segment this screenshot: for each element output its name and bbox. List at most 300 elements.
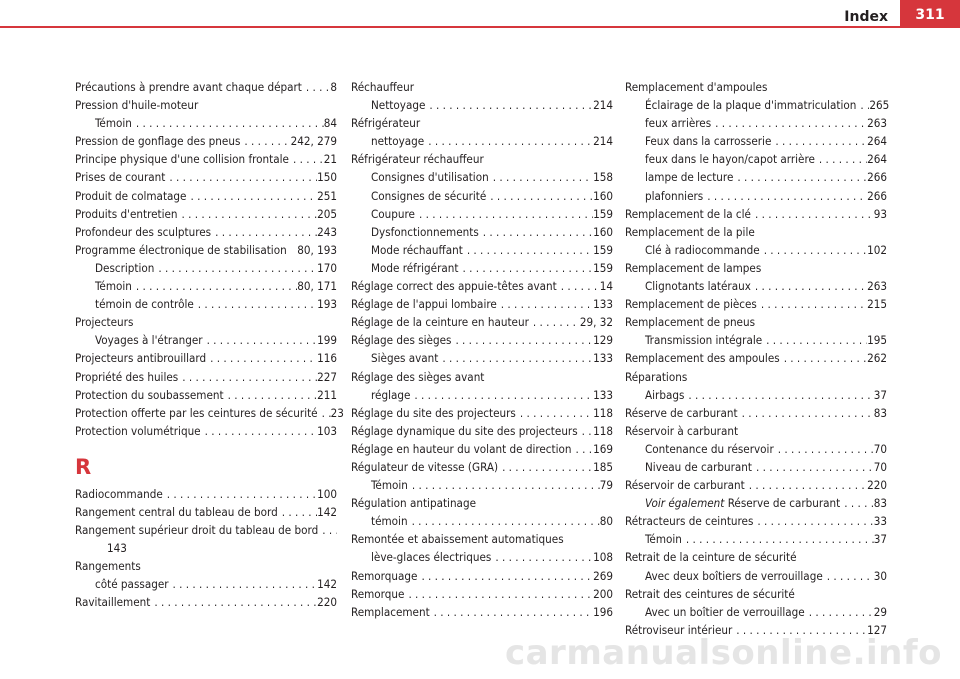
leader-dots — [318, 521, 337, 539]
page-reference: 108 — [593, 550, 613, 565]
leader-dots — [132, 277, 297, 295]
entry-term: Ravitaillement — [75, 595, 151, 610]
leader-dots — [557, 277, 600, 295]
leader-dots — [578, 422, 593, 440]
page-reference: 169 — [593, 441, 613, 456]
entry-term: Contenance du réservoir — [645, 441, 774, 456]
index-entry — [351, 458, 613, 476]
entry-term: Protection volumétrique — [75, 423, 201, 438]
page-reference: 195 — [867, 333, 887, 348]
index-entry — [625, 548, 887, 566]
page-reference: 243 — [317, 224, 337, 239]
page-reference: 118 — [593, 405, 613, 420]
entry-term: Témoin — [645, 532, 682, 547]
leader-dots — [186, 187, 317, 205]
page-reference: 211 — [317, 387, 337, 402]
entry-term: Niveau de carburant — [645, 459, 752, 474]
leader-dots — [529, 313, 580, 331]
index-subentry — [75, 277, 337, 295]
leader-dots — [757, 295, 867, 313]
leader-dots — [169, 575, 318, 593]
page-reference: 215 — [867, 297, 887, 312]
leader-dots — [491, 548, 593, 566]
entry-term: Témoin — [371, 478, 408, 493]
entry-term: Rangement supérieur droit du tableau de bord — [75, 523, 319, 538]
header-rule — [0, 26, 960, 28]
leader-dots — [752, 458, 874, 476]
index-entry — [351, 494, 613, 512]
entry-term: Remorque — [351, 586, 405, 601]
index-subentry — [351, 548, 613, 566]
index-entry — [75, 223, 337, 241]
index-entry — [351, 78, 613, 96]
index-subentry — [351, 132, 613, 150]
page-reference: 84 — [323, 116, 337, 131]
entry-term: feux dans le hayon/capot arrière — [645, 152, 815, 167]
index-subentry — [75, 575, 337, 593]
page-reference: 185 — [593, 459, 613, 474]
leader-dots — [753, 512, 873, 530]
entry-term: Pression de gonflage des pneus — [75, 134, 241, 149]
index-subentry — [625, 530, 887, 548]
index-subentry — [625, 277, 887, 295]
index-subentry — [351, 386, 613, 404]
entry-term: Réfrigérateur — [351, 116, 421, 131]
index-entry — [75, 349, 337, 367]
leader-dots — [815, 150, 867, 168]
page-reference: 159 — [593, 260, 613, 275]
index-entry — [75, 503, 337, 521]
entry-term: Réparations — [625, 369, 688, 384]
leader-dots — [302, 78, 330, 96]
page-reference: 129 — [593, 333, 613, 348]
entry-term: Réglage du site des projecteurs — [351, 405, 516, 420]
entry-term: Réglage en hauteur du volant de direction — [351, 441, 572, 456]
index-entry — [75, 422, 337, 440]
entry-term: 143 — [107, 541, 127, 556]
page-reference: 37 — [873, 387, 887, 402]
page-reference: 205 — [317, 206, 337, 221]
page-reference: 33 — [873, 514, 887, 529]
index-subentry — [625, 96, 890, 114]
leader-dots — [203, 331, 318, 349]
entry-term: Profondeur des sculptures — [75, 224, 212, 239]
page-reference: 21 — [323, 152, 337, 167]
entry-term: Réchauffeur — [351, 80, 414, 94]
index-subentry — [75, 295, 337, 313]
index-entry — [625, 349, 887, 367]
entry-term: Voyages à l'étranger — [95, 333, 203, 348]
entry-term: Remplacement d'ampoules — [625, 80, 768, 94]
page-reference: 80, 171 — [297, 279, 337, 294]
leader-dots — [150, 593, 317, 611]
index-subentry — [625, 114, 887, 132]
leader-dots — [178, 368, 317, 386]
leader-dots — [840, 494, 873, 512]
entry-term: Avec deux boîtiers de verrouillage — [645, 568, 823, 583]
leader-dots — [774, 440, 874, 458]
entry-term: Projecteurs — [75, 315, 134, 330]
entry-term: Remplacement de lampes — [625, 260, 762, 275]
index-subentry — [75, 331, 337, 349]
leader-dots — [805, 603, 874, 621]
entry-term: Réserve de carburant — [727, 496, 841, 511]
entry-term: côté passager — [95, 577, 169, 592]
entry-term: Propriété des huiles — [75, 369, 179, 384]
entry-term: Retrait de la ceinture de sécurité — [625, 550, 797, 565]
entry-term: Remplacement des ampoules — [625, 351, 780, 366]
entry-term: Clignotants latéraux — [645, 279, 751, 294]
index-entry — [351, 295, 613, 313]
index-entry — [625, 295, 887, 313]
entry-term: plafonniers — [645, 188, 704, 203]
index-entry — [351, 422, 613, 440]
leader-dots — [458, 259, 593, 277]
index-entry — [625, 585, 887, 603]
page-reference: 220 — [317, 595, 337, 610]
entry-term: Mode réchauffant — [371, 242, 463, 257]
page-reference: 142 — [317, 504, 337, 519]
index-column-2 — [351, 78, 613, 621]
entry-term: nettoyage — [371, 134, 425, 149]
page-reference: 79 — [599, 478, 613, 493]
index-entry — [75, 593, 337, 611]
index-entry — [75, 205, 337, 223]
entry-term: Rétroviseur intérieur — [625, 622, 733, 637]
index-entry — [351, 368, 613, 386]
index-entry — [75, 404, 344, 422]
leader-dots — [194, 295, 317, 313]
see-also-label: Voir également — [645, 496, 725, 511]
entry-term: Rangement central du tableau de bord — [75, 504, 278, 519]
index-entry — [75, 132, 337, 150]
leader-dots — [489, 168, 593, 186]
index-subentry — [351, 205, 613, 223]
index-subentry — [625, 132, 887, 150]
page-reference: 266 — [867, 170, 887, 185]
leader-dots — [154, 259, 317, 277]
page-reference: 214 — [593, 134, 613, 149]
leader-dots — [684, 386, 873, 404]
index-entry — [351, 313, 613, 331]
leader-dots — [738, 404, 874, 422]
index-subentry — [625, 150, 887, 168]
index-column-3 — [625, 78, 890, 639]
leader-dots — [318, 404, 331, 422]
entry-term: Avec un boîtier de verrouillage — [645, 604, 805, 619]
page-reference: 251 — [317, 188, 337, 203]
page-reference: 142 — [317, 577, 337, 592]
index-subentry — [351, 187, 613, 205]
page-reference: 199 — [317, 333, 337, 348]
leader-dots — [751, 277, 867, 295]
leader-dots — [415, 205, 593, 223]
page-reference: 265 — [869, 98, 890, 113]
index-entry — [75, 168, 337, 186]
page-reference: 83 — [873, 405, 887, 420]
leader-dots — [438, 349, 593, 367]
page-reference: 193 — [317, 297, 337, 312]
index-entry — [75, 313, 337, 331]
page-reference: 102 — [867, 242, 887, 257]
page-reference: 242, 279 — [290, 134, 337, 149]
page-reference: 269 — [593, 568, 613, 583]
index-entry — [75, 96, 337, 114]
entry-term: Produit de colmatage — [75, 188, 187, 203]
leader-dots — [410, 386, 593, 404]
index-entry — [625, 512, 887, 530]
index-entry — [75, 485, 337, 503]
page-number-badge: 311 — [900, 0, 960, 27]
index-entry — [625, 205, 887, 223]
leader-dots — [771, 132, 867, 150]
index-column-1 — [75, 78, 344, 612]
entry-term: Remplacement de la pile — [625, 224, 755, 239]
entry-term: Remplacement — [351, 604, 430, 619]
index-entry — [351, 404, 613, 422]
index-entry — [75, 368, 337, 386]
entry-term: Description — [95, 260, 155, 275]
entry-term: Coupure — [371, 206, 415, 221]
index-subentry — [351, 168, 613, 186]
leader-dots — [404, 585, 593, 603]
leader-dots — [417, 567, 593, 585]
page-reference: 133 — [593, 351, 613, 366]
page-reference: 160 — [593, 188, 613, 203]
index-entry — [75, 187, 337, 205]
page-reference: 37 — [873, 532, 887, 547]
entry-term: Dysfonctionnements — [371, 224, 479, 239]
entry-term: Remontée et abaissement automatiques — [351, 532, 564, 547]
page-reference: 83 — [873, 496, 887, 511]
entry-term: Réservoir de carburant — [625, 478, 745, 493]
page-reference: 29 — [873, 604, 887, 619]
index-subentry — [625, 386, 887, 404]
entry-term: Prises de courant — [75, 170, 166, 185]
index-entry — [351, 331, 613, 349]
leader-dots — [201, 422, 317, 440]
index-entry — [351, 530, 613, 548]
index-entry — [351, 567, 613, 585]
section-title: Index — [844, 9, 888, 25]
page-reference: 70 — [873, 441, 887, 456]
entry-term: Réglage de l'appui lombaire — [351, 297, 497, 312]
entry-term: Sièges avant — [371, 351, 439, 366]
entry-term: lampe de lecture — [645, 170, 734, 185]
entry-term: Produits d'entretien — [75, 206, 178, 221]
entry-term: Rangements — [75, 559, 141, 574]
entry-term: Régulation antipatinage — [351, 496, 476, 511]
page-reference: 80 — [599, 514, 613, 529]
page-reference: 170 — [317, 260, 337, 275]
page-reference: 80, 193 — [297, 242, 337, 257]
leader-dots — [206, 349, 317, 367]
entry-term: Réglage dynamique du site des projecteurs — [351, 423, 578, 438]
leader-dots — [760, 241, 867, 259]
page-reference: 264 — [867, 152, 887, 167]
entry-term: réglage — [371, 387, 411, 402]
index-entry — [351, 440, 613, 458]
entry-term: Remplacement de la clé — [625, 206, 751, 221]
entry-term: Protection offerte par les ceintures de sécurité — [75, 405, 318, 420]
index-entry — [75, 557, 337, 575]
leader-dots — [408, 512, 600, 530]
entry-term: témoin de contrôle — [95, 297, 194, 312]
leader-dots — [745, 476, 867, 494]
leader-dots — [463, 241, 593, 259]
page-reference: 263 — [867, 116, 887, 131]
page-reference: 133 — [593, 387, 613, 402]
page-reference: 266 — [867, 188, 887, 203]
entry-term: Transmission intégrale — [645, 333, 763, 348]
entry-term: Éclairage de la plaque d'immatriculation — [645, 98, 857, 113]
entry-term: Remorquage — [351, 568, 418, 583]
watermark: carmanualsonline.info — [504, 633, 942, 673]
leader-dots — [703, 187, 867, 205]
entry-term: Protection du soubassement — [75, 387, 224, 402]
page-reference: 29, 32 — [579, 315, 613, 330]
page-reference: 196 — [593, 604, 613, 619]
entry-term: Programme électronique de stabilisation — [75, 242, 287, 257]
leader-dots — [711, 114, 867, 132]
leader-dots — [165, 168, 317, 186]
index-subentry — [351, 512, 613, 530]
section-letter: R — [75, 454, 92, 479]
entry-term: Mode réfrigérant — [371, 260, 459, 275]
entry-term: Nettoyage — [371, 98, 426, 113]
page-reference: 150 — [317, 170, 337, 185]
leader-dots — [424, 132, 593, 150]
leader-dots — [856, 96, 869, 114]
entry-term: feux arrières — [645, 116, 712, 131]
page-reference: 227 — [317, 369, 337, 384]
page-reference: 23 — [330, 405, 344, 420]
leader-dots — [240, 132, 290, 150]
index-subentry — [351, 476, 613, 494]
index-subentry — [625, 603, 887, 621]
leader-dots — [211, 223, 317, 241]
leader-dots — [762, 331, 867, 349]
entry-term: Principe physique d'une collision frontale — [75, 152, 289, 167]
entry-term: Pression d'huile-moteur — [75, 98, 199, 113]
leader-dots — [497, 295, 593, 313]
index-entry — [351, 603, 613, 621]
index-subentry — [625, 187, 887, 205]
leader-dots — [823, 567, 874, 585]
index-entry — [625, 404, 887, 422]
page-reference: 8 — [330, 80, 337, 94]
index-subentry — [625, 494, 887, 512]
index-entry — [351, 150, 613, 168]
page-reference: 264 — [867, 134, 887, 149]
entry-term: Radiocommande — [75, 486, 163, 501]
index-entry — [351, 114, 613, 132]
page-reference: 70 — [873, 459, 887, 474]
page-reference: 159 — [593, 242, 613, 257]
entry-term: Réglage correct des appuie-têtes avant — [351, 279, 557, 294]
page-reference: 159 — [593, 206, 613, 221]
entry-term: témoin — [371, 514, 408, 529]
leader-dots — [224, 386, 318, 404]
entry-term: lève-glaces électriques — [371, 550, 492, 565]
index-subentry — [625, 458, 887, 476]
leader-dots — [163, 485, 317, 503]
index-subentry — [625, 567, 887, 585]
page-reference: 118 — [593, 423, 613, 438]
index-subentry — [351, 259, 613, 277]
page-reference: 220 — [867, 478, 887, 493]
index-entry — [625, 368, 887, 386]
index-entry — [625, 78, 887, 96]
leader-dots — [408, 476, 600, 494]
page-reference: 116 — [317, 351, 337, 366]
leader-dots — [733, 168, 867, 186]
entry-term: Réglage des sièges — [351, 333, 452, 348]
page-reference: 263 — [867, 279, 887, 294]
index-entry — [351, 585, 613, 603]
index-entry — [625, 223, 887, 241]
leader-dots — [516, 404, 593, 422]
leader-dots — [751, 205, 874, 223]
leader-dots — [682, 530, 874, 548]
page-reference: 200 — [593, 586, 613, 601]
index-subentry — [75, 114, 337, 132]
entry-term: Réglage des sièges avant — [351, 369, 485, 384]
index-subentry — [625, 331, 887, 349]
index-entry — [75, 539, 337, 557]
entry-term: Témoin — [95, 279, 132, 294]
index-subentry — [625, 241, 887, 259]
index-subentry — [351, 223, 613, 241]
leader-dots — [178, 205, 318, 223]
entry-term: Réfrigérateur réchauffeur — [351, 152, 484, 167]
page-reference: 30 — [873, 568, 887, 583]
leader-dots — [132, 114, 324, 132]
page-header — [0, 0, 960, 32]
leader-dots — [572, 440, 594, 458]
index-subentry — [625, 168, 887, 186]
page-reference: 103 — [317, 423, 337, 438]
index-subentry — [351, 349, 613, 367]
leader-dots — [780, 349, 867, 367]
entry-term: Consignes de sécurité — [371, 188, 487, 203]
entry-term: Retrait des ceintures de sécurité — [625, 586, 795, 601]
page-reference: 93 — [873, 206, 887, 221]
entry-term: Consignes d'utilisation — [371, 170, 489, 185]
index-entry — [625, 259, 887, 277]
index-entry — [625, 313, 887, 331]
page-reference: 214 — [593, 98, 613, 113]
entry-term: Rétracteurs de ceintures — [625, 514, 754, 529]
entry-term: Remplacement de pièces — [625, 297, 757, 312]
index-entry — [75, 241, 337, 259]
entry-term: Airbags — [645, 387, 685, 402]
entry-term: Régulateur de vitesse (GRA) — [351, 459, 499, 474]
index-entry — [351, 277, 613, 295]
entry-term: Feux dans la carrosserie — [645, 134, 772, 149]
leader-dots — [278, 503, 317, 521]
index-subentry — [351, 96, 613, 114]
entry-term: Réservoir à carburant — [625, 423, 739, 438]
page-reference: 127 — [867, 622, 887, 637]
leader-dots — [425, 96, 593, 114]
page-reference: 14 — [599, 279, 613, 294]
entry-term: Réglage de la ceinture en hauteur — [351, 315, 529, 330]
leader-dots — [289, 150, 324, 168]
leader-dots — [430, 603, 593, 621]
leader-dots — [451, 331, 593, 349]
entry-term: Clé à radiocommande — [645, 242, 760, 257]
